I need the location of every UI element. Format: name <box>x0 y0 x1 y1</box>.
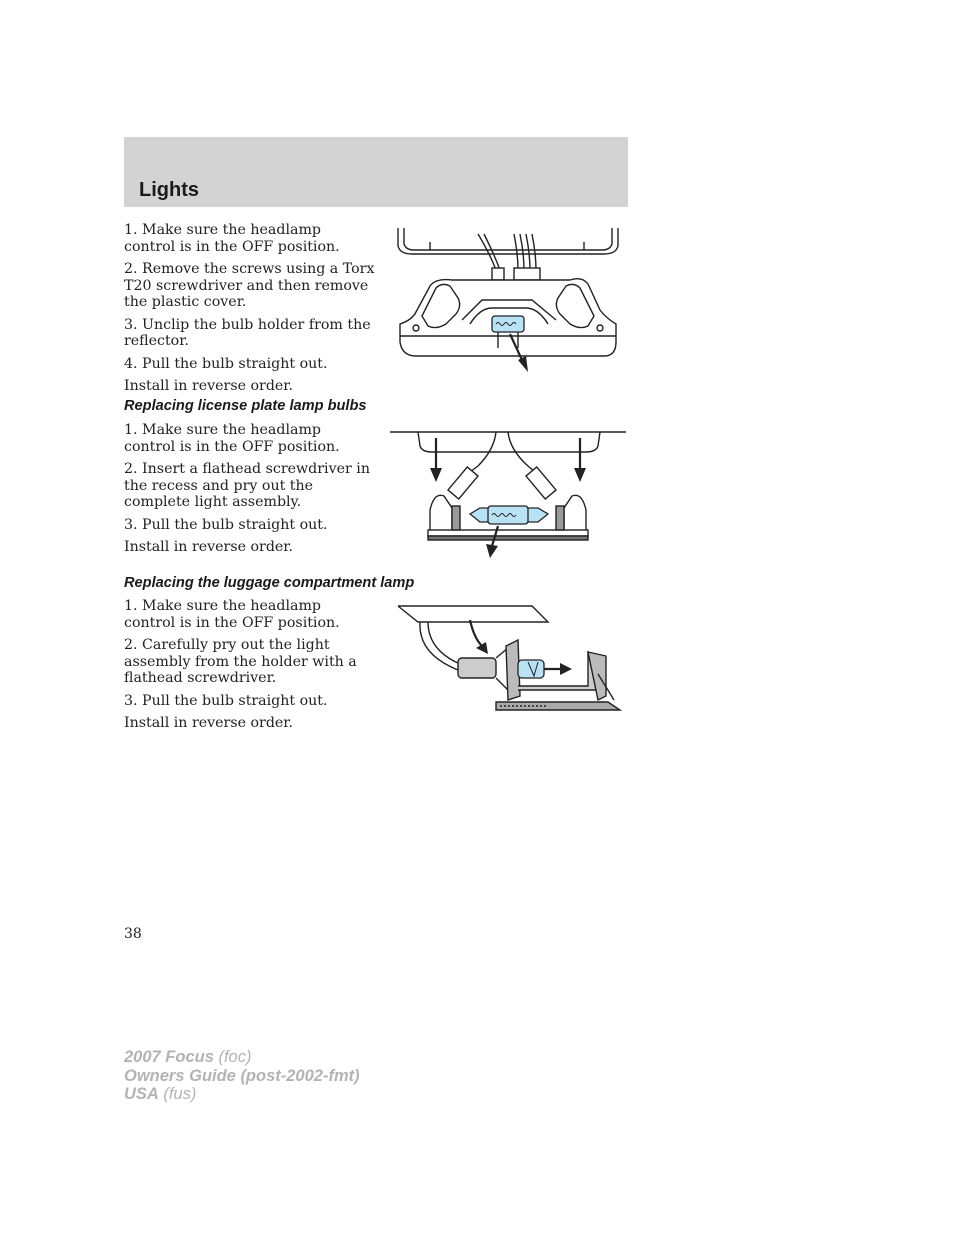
license-plate-steps <box>124 422 376 562</box>
step-2: 2. Insert a flathead screwdriver in the recess and pry out the complete light assembly. <box>124 461 370 510</box>
install-note: Install in reverse order. <box>124 715 294 731</box>
step-3: 3. Pull the bulb straight out. <box>124 692 328 709</box>
page-number: 38 <box>124 926 142 942</box>
luggage-lamp-illustration <box>398 604 624 716</box>
footer-market: USA <box>124 1085 159 1103</box>
section-header-band <box>124 137 628 207</box>
luggage-lamp-heading: Replacing the luggage compartment lamp <box>124 575 415 591</box>
footer-model-code: (foc) <box>213 1048 252 1066</box>
step-1: 1. Make sure the headlamp control is in the OFF position. <box>124 222 340 255</box>
install-note: Install in reverse order. <box>124 378 294 394</box>
footer-guide: Owners Guide (post-2002-fmt) <box>124 1066 360 1085</box>
interior-lamp-steps <box>124 222 376 401</box>
step-3: 3. Pull the bulb straight out. <box>124 516 328 533</box>
step-2: 2. Carefully pry out the light assembly from the holder with a flathead screwdriver. <box>124 637 357 686</box>
license-plate-heading: Replacing license plate lamp bulbs <box>124 398 367 414</box>
step-1: 1. Make sure the headlamp control is in the OFF position. <box>124 422 340 455</box>
footer-line-1 <box>124 1048 360 1067</box>
install-note: Install in reverse order. <box>124 539 294 555</box>
step-1: 1. Make sure the headlamp control is in the OFF position. <box>124 598 340 631</box>
footer-line-3 <box>124 1085 360 1104</box>
document-footer <box>124 1048 360 1104</box>
luggage-lamp-steps <box>124 598 376 738</box>
footer-model: 2007 Focus <box>124 1048 214 1066</box>
interior-lamp-illustration <box>392 224 628 376</box>
footer-market-code: (fus) <box>158 1085 197 1103</box>
license-plate-lamp-illustration <box>390 426 628 566</box>
step-4: 4. Pull the bulb straight out. <box>124 355 328 372</box>
step-2: 2. Remove the screws using a Torx T20 screwdriver and then remove the plastic cover. <box>124 261 375 310</box>
footer-line-2 <box>124 1067 360 1086</box>
section-title: Lights <box>139 179 199 201</box>
step-3: 3. Unclip the bulb holder from the reflector. <box>124 316 371 349</box>
